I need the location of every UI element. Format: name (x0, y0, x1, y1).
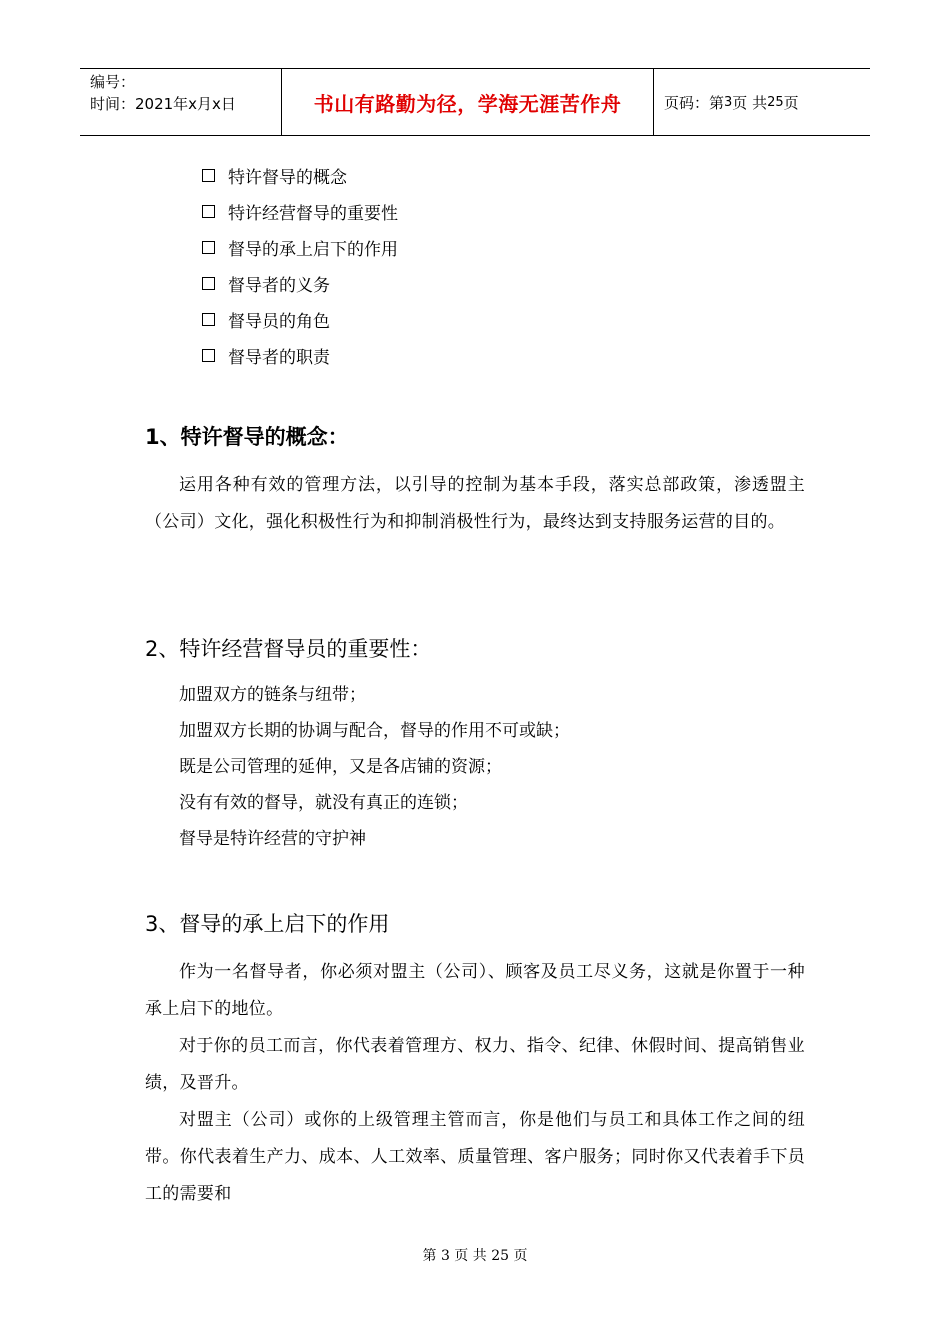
toc-item (202, 157, 398, 193)
page-header (80, 68, 870, 136)
list-item: 加盟双方的链条与纽带； (179, 685, 366, 705)
checkbox-icon (202, 205, 215, 218)
date-label: 时间：2021年x月x日 (90, 95, 236, 113)
page-mid: 页 共 (732, 93, 768, 112)
page-suffix: 页 (783, 93, 799, 112)
checkbox-icon (202, 241, 215, 254)
toc-item (202, 229, 398, 265)
toc-item-label: 督导者的义务 (228, 275, 330, 296)
checkbox-icon (202, 313, 215, 326)
list-item: 加盟双方长期的协调与配合，督导的作用不可或缺； (179, 721, 570, 741)
section1-paragraph: 运用各种有效的管理方法，以引导的控制为基本手段，落实总部政策，渗透盟主（公司）文化，强化积极性行为和抑制消极性行为，最终达到支持服务运营的目的。 (145, 475, 805, 532)
page-prefix: 页码：第 (664, 93, 725, 112)
header-page-info (654, 69, 870, 135)
list-item: 没有有效的督导，就没有真正的连锁； (179, 793, 468, 813)
toc-item-label: 特许督导的概念 (228, 167, 347, 188)
toc-item (202, 265, 398, 301)
section1-heading: 1、特许督导的概念： (145, 425, 349, 449)
toc-item-label: 督导者的职责 (228, 347, 330, 368)
list-item: 督导是特许经营的守护神 (179, 829, 366, 849)
section3-paragraph-1: 作为一名督导者，你必须对盟主（公司）、顾客及员工尽义务，这就是你置于一种承上启下的地位。 (145, 962, 805, 1019)
toc-item-label: 督导的承上启下的作用 (228, 239, 398, 260)
section3-paragraph-3: 对盟主（公司）或你的上级管理主管而言，你是他们与员工和具体工作之间的纽带。你代表着生产力、成本、人工效率、质量管理、客户服务；同时你又代表着手下员工的需要和 (145, 1110, 805, 1204)
section2-heading: 2、特许经营督导员的重要性： (145, 637, 432, 661)
toc-item (202, 337, 398, 373)
header-meta (80, 69, 282, 135)
toc-item (202, 301, 398, 337)
checkbox-icon (202, 349, 215, 362)
page-number: 3 (724, 94, 733, 110)
list-item: 既是公司管理的延伸，又是各店铺的资源； (179, 757, 502, 777)
section3-paragraph-2: 对于你的员工而言，你代表着管理方、权力、指令、纪律、休假时间、提高销售业绩，及晋升。 (145, 1036, 805, 1093)
page-footer: 第 3 页 共 25 页 (422, 1248, 528, 1264)
toc-item-label: 特许经营督导的重要性 (228, 203, 398, 224)
section3-heading: 3、督导的承上启下的作用 (145, 912, 390, 936)
toc-item (202, 193, 398, 229)
checkbox-icon (202, 277, 215, 290)
section2-list (179, 677, 570, 857)
page-total: 25 (767, 94, 784, 110)
toc-item-label: 督导员的角色 (228, 311, 330, 332)
toc-list (202, 157, 398, 373)
header-motto: 书山有路勤为径，学海无涯苦作舟 (282, 69, 654, 135)
number-label: 编号： (90, 73, 136, 91)
checkbox-icon (202, 169, 215, 182)
